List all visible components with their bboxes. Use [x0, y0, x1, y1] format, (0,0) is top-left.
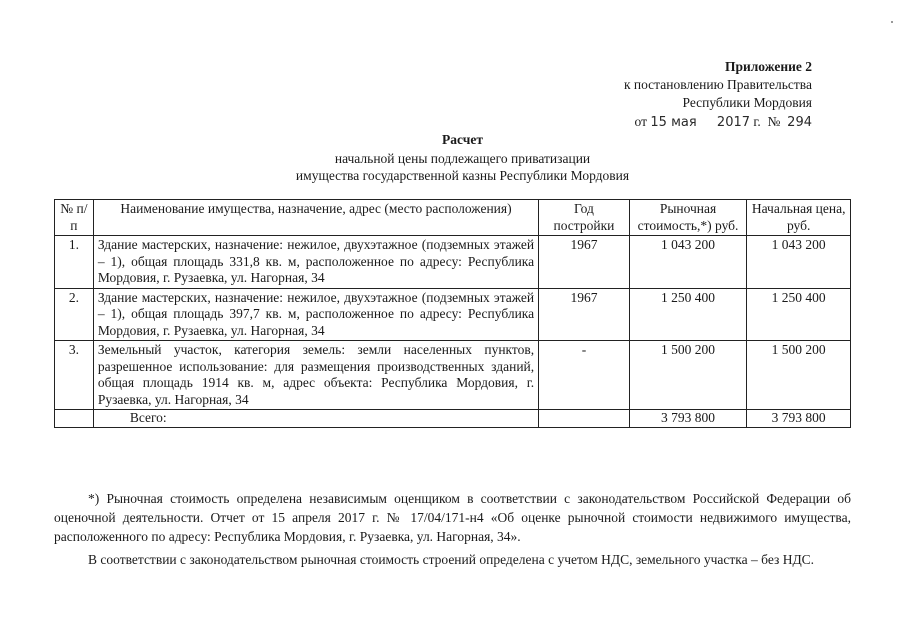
- total-empty-year: [539, 410, 630, 428]
- row-year: 1967: [539, 236, 630, 289]
- row-start-price: 1 250 400: [747, 288, 851, 341]
- header-name: Наименование имущества, назначение, адрес (место расположения): [93, 200, 538, 236]
- document-number: 294: [787, 115, 812, 130]
- total-start-price: 3 793 800: [747, 410, 851, 428]
- year-suffix: г.: [753, 114, 761, 129]
- row-start-price: 1 500 200: [747, 341, 851, 410]
- table-row: [55, 288, 851, 341]
- row-market-value: 1 043 200: [629, 236, 747, 289]
- header-date-line: [624, 113, 812, 132]
- date-year: 2017: [716, 115, 751, 130]
- scan-speck: [891, 21, 893, 23]
- row-num: 1.: [55, 236, 94, 289]
- row-name: Здание мастерских, назначение: нежилое, двухэтажное (подземных этажей – 1), общая площадь 397,7 кв. м, расположенное по адресу: Республика Мордовия, г. Рузаевка, ул. Нагорная, 34: [93, 288, 538, 341]
- row-num: 2.: [55, 288, 94, 341]
- date-day-month: 15 мая: [650, 115, 697, 130]
- total-empty-cell: [55, 410, 94, 428]
- table-header-row: [55, 200, 851, 236]
- total-market-value: 3 793 800: [629, 410, 747, 428]
- price-calculation-table: [54, 199, 851, 428]
- row-year: 1967: [539, 288, 630, 341]
- footnote-vat: В соответствии с законодательством рыночная стоимость строений определена с учетом НДС, земельного участка – без НДС.: [88, 552, 815, 567]
- date-prefix: от: [634, 114, 648, 129]
- row-market-value: 1 500 200: [629, 341, 747, 410]
- row-market-value: 1 250 400: [629, 288, 747, 341]
- row-name: Земельный участок, категория земель: земли населенных пунктов, разрешенное использование: для размещения производственных зданий, общая площадь 1914 кв. м, адрес объекта: Республика Мордовия, г. Рузаевка, ул. Нагорная, 34: [93, 341, 538, 410]
- document-header: [624, 58, 812, 132]
- table-row: [55, 341, 851, 410]
- table-total-row: [55, 410, 851, 428]
- row-start-price: 1 043 200: [747, 236, 851, 289]
- footnotes: [54, 489, 851, 569]
- header-year: Год постройки: [539, 200, 630, 236]
- row-year: -: [539, 341, 630, 410]
- header-num: № п/п: [55, 200, 94, 236]
- total-label: Всего:: [93, 410, 538, 428]
- footnote-valuation: *) Рыночная стоимость определена независимым оценщиком в соответствии с законодательством Российской Федерации об оценочной деятельности. Отчет от 15 апреля 2017 г. № 17/04/171-н4 «Об оценке рыночной стоимости недвижимого имущества, расположенного по адресу: Республика Мордовия, г. Рузаевка, ул. Нагорная, 34».: [54, 491, 851, 544]
- table-row: [55, 236, 851, 289]
- row-name: Здание мастерских, назначение: нежилое, двухэтажное (подземных этажей – 1), общая площадь 331,8 кв. м, расположенное по адресу: Республика Мордовия, г. Рузаевка, ул. Нагорная, 34: [93, 236, 538, 289]
- header-line-1: к постановлению Правительства: [623, 77, 812, 92]
- header-line-2: Республики Мордовия: [682, 95, 812, 110]
- title-line-2: имущества государственной казны Республики Мордовия: [295, 168, 630, 183]
- appendix-label: Приложение 2: [724, 59, 812, 74]
- title-heading: Расчет: [442, 132, 483, 147]
- header-market-value: Рыночная стоимость,*) руб.: [629, 200, 747, 236]
- document-title: [0, 131, 905, 184]
- title-line-1: начальной цены подлежащего приватизации: [334, 151, 591, 166]
- number-sign: №: [767, 114, 781, 129]
- header-start-price: Начальная цена, руб.: [747, 200, 851, 236]
- row-num: 3.: [55, 341, 94, 410]
